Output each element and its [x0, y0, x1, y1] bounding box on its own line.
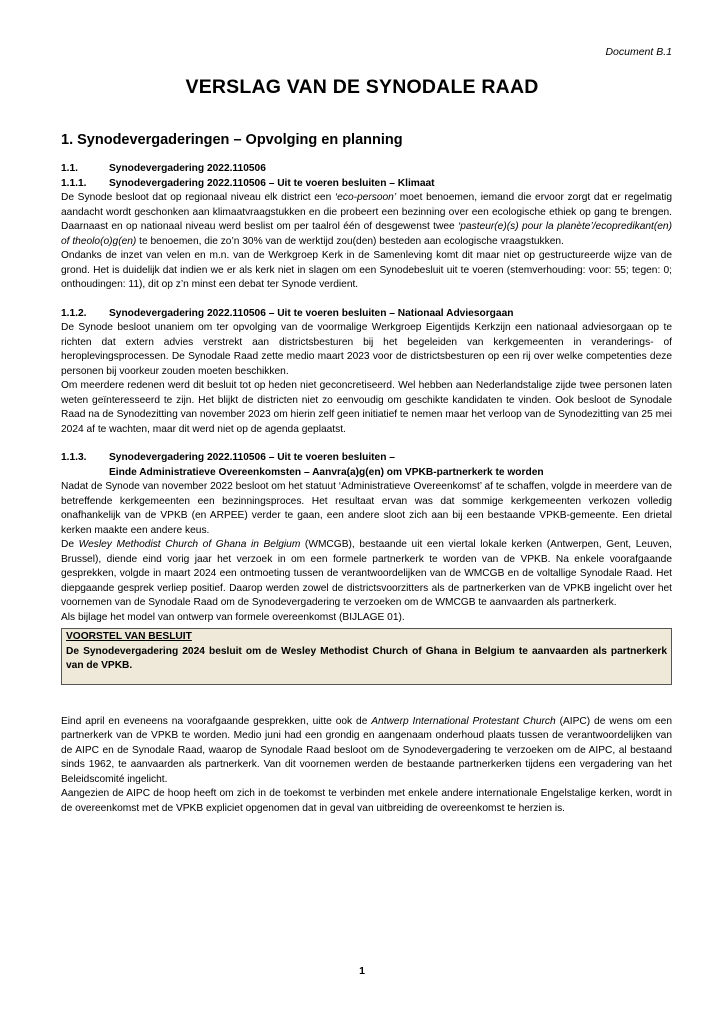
section-heading: 1. Synodevergaderingen – Opvolging en planning: [61, 132, 403, 148]
text-run: te benoemen, die zo’n 30% van de werktijd zou(den) besteden aan ecologische vraagstukken.: [136, 235, 564, 247]
italic-run: Antwerp International Protestant Church: [371, 715, 556, 727]
heading-number: 1.1.: [61, 163, 78, 174]
italic-run: ‘eco-persoon’: [334, 192, 397, 203]
text-run: moet benoemen, iemand die ervoor zorgt dat er regelmatig aandacht wordt geschonken aan klimaatvraagstukken en die probeert een bezinning over een ecologische ethiek op gang te brengen. Daarnaast en op nationaal niveau werd beslist om per taalrol één of desgewenst twee: [61, 192, 672, 232]
italic-run: ‘pasteur(e)(s) pour la planète’/ecopredikant(en) of theolo(o)g(en): [61, 221, 672, 247]
paragraph: Als bijlage het model van ontwerp van formele overeenkomst (BIJLAGE 01).: [61, 611, 405, 623]
heading-continuation: Einde Administratieve Overeenkomsten – Aanvra(a)g(en) om VPKB-partnerkerk te worden: [109, 466, 544, 478]
heading-number: 1.1.3.: [61, 452, 87, 463]
page-number: 1: [359, 965, 365, 977]
text-run: Eind april en eveneens na voorafgaande gesprekken, uitte ook de: [61, 715, 372, 727]
paragraph: Nadat de Synode van november 2022 besloot om het statuut ‘Administratieve Overeenkomst’ af te schaffen, volgde in meerdere van de betreffende kerkgemeenten een bezinningsproces. Het resultaat ervan was dat sommige kerkgemeenten verkozen volledig onafhankelijk van de VPKB (en ARPEE) verder te gaan, een andere sloot zich aan bij een bestaande VPKB-gemeente. Een drietal kerken maakte een andere keus.: [61, 481, 672, 536]
document-body: [61, 131, 672, 816]
paragraph: [61, 538, 672, 611]
subsection-heading-1-1-2: [61, 307, 672, 322]
heading-number: 1.1.1.: [61, 177, 87, 189]
text-run: De: [61, 539, 79, 550]
proposal-text: De Synodevergadering 2024 besluit om de Wesley Methodist Church of Ghana in Belgium te aanvaarden als partnerkerk van de VPKB.: [66, 645, 667, 671]
document-label: Document B.1: [605, 46, 672, 58]
paragraph: [61, 191, 672, 249]
heading-text: Synodevergadering 2022.110506 – Uit te voeren besluiten –: [109, 452, 395, 463]
heading-text: Synodevergadering 2022.110506 – Uit te voeren besluiten – Nationaal Adviesorgaan: [109, 307, 514, 319]
text-run: (AIPC) de wens om een partnerkerk van de VPKB te worden. Medio juni had een grondig en aangenaam onderhoud plaats tussen de verantwoordelijken van de AIPC en de Synodale Raad, waarop de Synodale Raad besloot om de Synodevergadering te verzoeken om de AIPC, al bestaand sinds 1962, te aanvaarden als partnerkerk. Van dit voornemen werden de bestaande partnerkerken tijdens een vergadering van het Beleidscomité ingelicht.: [61, 715, 672, 785]
proposal-box: [61, 628, 672, 685]
paragraph: Ondanks de inzet van velen en m.n. van de Werkgroep Kerk in de Samenleving komt dit maar niet op gestructureerde wijze van de grond. Het is duidelijk dat indien we er als kerk niet in slagen om een Synodebesluit uit te voeren (stemverhouding: voor: 55; tegen: 0; onthoudingen: 11), dit op z’n minst een debat ter Synode verdient.: [61, 250, 672, 290]
paragraph: [61, 715, 672, 788]
paragraph: Aangezien de AIPC de hoop heeft om zich in de toekomst te verbinden met enkele andere internationale Engelstalige kerken, wordt in de overeenkomst met de VPKB expliciet opgenomen dat in geval van uitbreiding de overeenkomst te herzien is.: [61, 788, 672, 814]
subsection-heading-1-1-1: [61, 177, 672, 192]
heading-number: 1.1.2.: [61, 307, 87, 319]
text-run: (WMCGB), bestaande uit een viertal lokale kerken (Antwerpen, Gent, Leuven, Brussel), diende eind vorig jaar het verzoek in om een formele partnerkerk te worden van de VPKB. Na enkele voorafgaande gesprekken, volgde in maart 2024 een ontmoeting tussen de verantwoordelijken van de WMCGB en de voltallige Synodale Raad. Het diepgaande gesprek verliep positief. Daarop werden zowel de districtsvoorzitters als de partnerkerken van de VPKB ingelicht over het voornemen van de Synodale Raad om de Synodevergadering te verzoeken om de WMCGB te aanvaarden als partnerkerk.: [61, 539, 673, 608]
text-run: De Synode besloot dat op regionaal niveau elk district een: [61, 192, 335, 203]
subsection-heading-1-1-3: [61, 451, 672, 466]
heading-text: Synodevergadering 2022.110506 – Uit te voeren besluiten – Klimaat: [109, 177, 435, 189]
paragraph: Om meerdere redenen werd dit besluit tot op heden niet geconcretiseerd. Wel hebben aan Nederlandstalige zijde twee personen laten weten geïnteresseerd te zijn. Het blijkt de districten niet zo eenvoudig om geschikte kandidaten te vinden. Ook besloot de Synodale Raad na de Synodezitting van november 2023 om hierin zelf geen initiatief te nemen maar het verloop van de Synodezitting van 25 mei 2024 af te wachten, maar dit werd niet op de agenda geplaatst.: [61, 380, 672, 435]
page-title: VERSLAG VAN DE SYNODALE RAAD: [185, 76, 539, 98]
italic-run: Wesley Methodist Church of Ghana in Belgium: [78, 539, 301, 550]
subsection-heading-1-1: [61, 162, 672, 177]
proposal-label: VOORSTEL VAN BESLUIT: [66, 631, 192, 642]
paragraph: De Synode besloot unaniem om ter opvolging van de voormalige Werkgroep Eigentijds Kerkzijn een nationaal adviesorgaan op te richten dat extern advies verstrekt aan districtsbesturen bij het begeleiden van kerkgemeenten in veranderings- of heroplevingsprocessen. De Synodale Raad zette medio maart 2023 voor de districtsbesturen op een rij over welke competenties deze personen bij voorkeur zouden moeten beschikken.: [61, 322, 672, 377]
heading-text: Synodevergadering 2022.110506: [109, 163, 266, 174]
